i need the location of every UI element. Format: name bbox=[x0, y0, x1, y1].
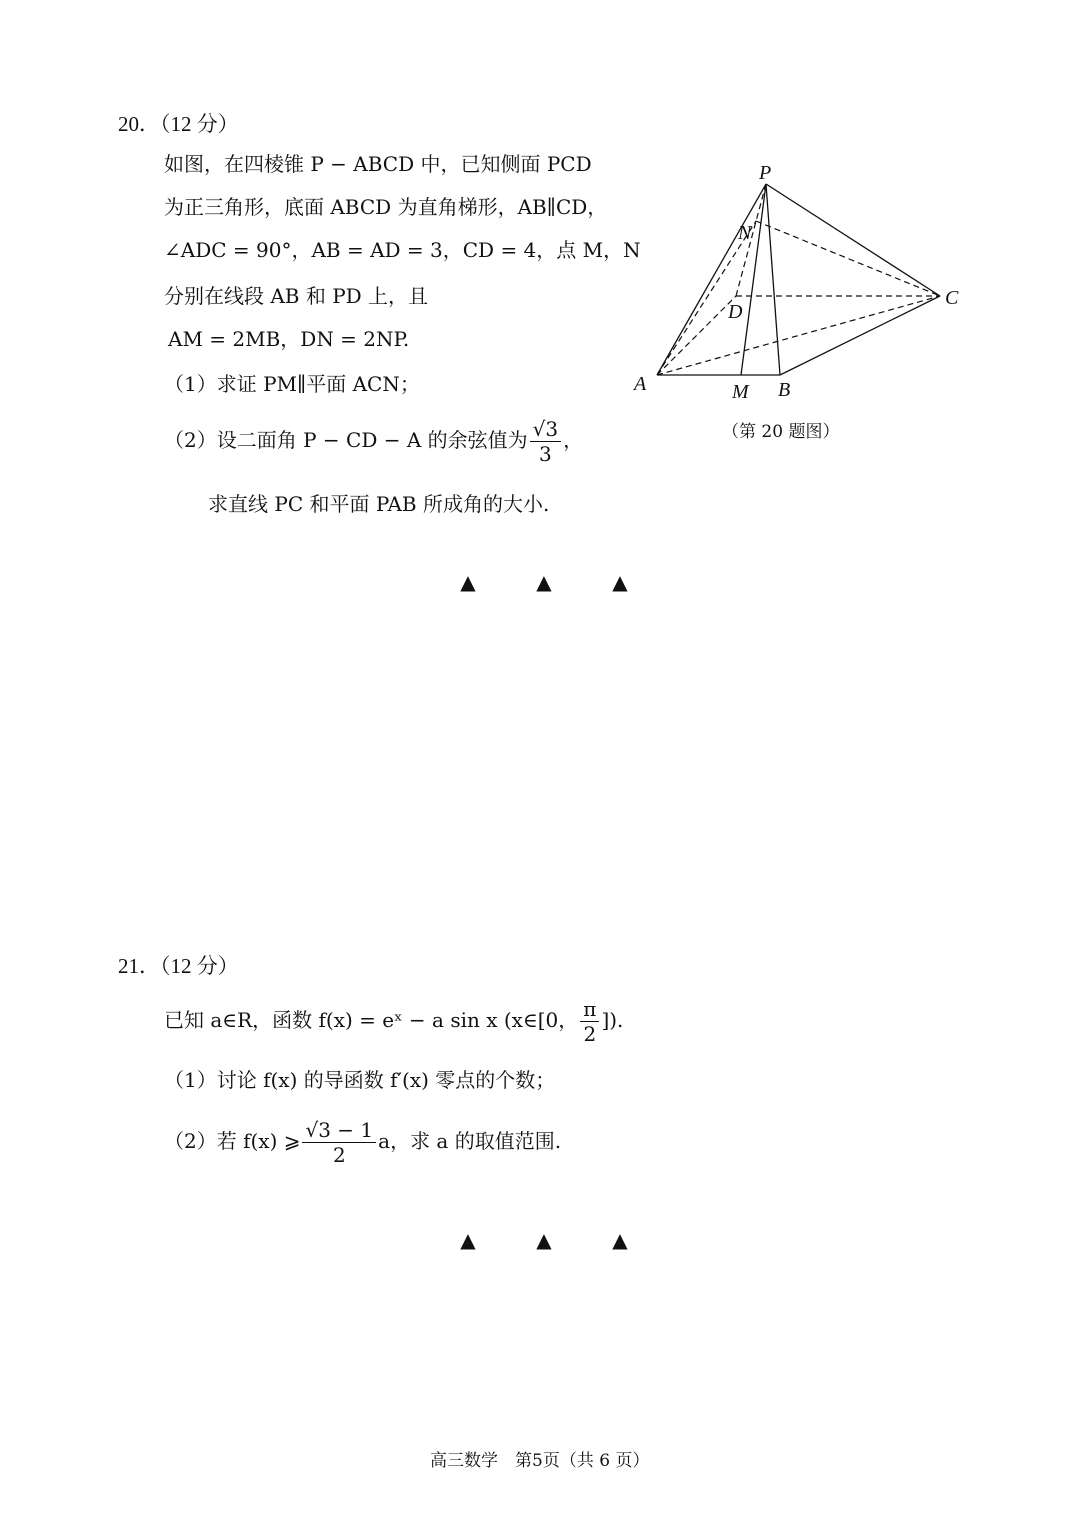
label-D: D bbox=[728, 301, 743, 323]
q21-part-2-prefix: （2）若 f(x) ⩾ bbox=[164, 1129, 301, 1153]
page-footer: 高三数学 第5页（共 6 页） bbox=[430, 1451, 650, 1471]
edge-AD bbox=[657, 296, 736, 375]
label-M: M bbox=[732, 381, 749, 403]
edge-PA bbox=[657, 184, 766, 375]
fraction-numerator: π bbox=[580, 997, 599, 1022]
pyramid-figure bbox=[620, 150, 980, 420]
q20-part-1: （1）求证 PM∥平面 ACN； bbox=[164, 372, 420, 396]
q20-part-2-prefix: （2）设二面角 P − CD − A 的余弦值为 bbox=[164, 428, 528, 452]
fraction-numerator: √3 bbox=[530, 417, 561, 442]
q20-line-3: ∠ADC = 90°，AB = AD = 3，CD = 4，点 M，N bbox=[164, 238, 641, 262]
fraction-denominator: 2 bbox=[332, 1143, 346, 1167]
q20-separator bbox=[430, 570, 658, 594]
q21-separator bbox=[430, 1228, 658, 1252]
triangle-icon: ▲ bbox=[612, 1228, 628, 1252]
label-A: A bbox=[634, 373, 647, 395]
triangle-icon: ▲ bbox=[460, 570, 476, 594]
edge-PB bbox=[766, 184, 780, 375]
figure-caption: （第 20 题图） bbox=[722, 422, 840, 442]
edge-BC bbox=[780, 296, 940, 375]
q20-number: 20．（12 分） bbox=[118, 112, 239, 136]
segment-NC bbox=[756, 221, 940, 296]
label-C: C bbox=[945, 287, 959, 309]
diagonal-AC bbox=[657, 296, 940, 375]
q20-part-2 bbox=[164, 417, 583, 466]
q21-stem-fraction bbox=[580, 997, 599, 1046]
triangle-icon: ▲ bbox=[536, 570, 552, 594]
q21-part-2 bbox=[164, 1118, 561, 1167]
segment-PM bbox=[741, 184, 766, 375]
edge-PC bbox=[766, 184, 940, 296]
fraction-denominator: 2 bbox=[583, 1022, 597, 1046]
segment-AN bbox=[657, 221, 756, 375]
q21-part-2-fraction bbox=[302, 1118, 376, 1167]
fraction-denominator: 3 bbox=[538, 442, 552, 466]
triangle-icon: ▲ bbox=[460, 1228, 476, 1252]
label-N: N bbox=[738, 222, 752, 244]
q21-part-1: （1）讨论 f(x) 的导函数 f′(x) 零点的个数； bbox=[164, 1068, 556, 1092]
q20-part-2-suffix: ， bbox=[563, 428, 584, 452]
fraction-numerator: √3 − 1 bbox=[302, 1118, 376, 1143]
q20-line-5: AM = 2MB，DN = 2NP. bbox=[168, 327, 410, 351]
q20-line-4: 分别在线段 AB 和 PD 上，且 bbox=[164, 284, 429, 308]
triangle-icon: ▲ bbox=[612, 570, 628, 594]
q21-stem bbox=[164, 997, 623, 1046]
label-B: B bbox=[778, 379, 791, 401]
q21-stem-prefix: 已知 a∈R，函数 f(x) = eˣ − a sin x (x∈[0， bbox=[164, 1008, 579, 1032]
q21-part-2-suffix: a，求 a 的取值范围. bbox=[378, 1129, 562, 1153]
q20-line-2: 为正三角形，底面 ABCD 为直角梯形，AB∥CD， bbox=[164, 195, 608, 219]
triangle-icon: ▲ bbox=[536, 1228, 552, 1252]
label-P: P bbox=[759, 162, 772, 184]
q20-line-1: 如图，在四棱锥 P − ABCD 中，已知侧面 PCD bbox=[164, 152, 592, 176]
q20-part-2-fraction bbox=[530, 417, 561, 466]
q21-number: 21．（12 分） bbox=[118, 954, 239, 978]
q20-part-2-line-2: 求直线 PC 和平面 PAB 所成角的大小. bbox=[208, 492, 550, 516]
q21-stem-suffix: ]). bbox=[601, 1008, 624, 1032]
